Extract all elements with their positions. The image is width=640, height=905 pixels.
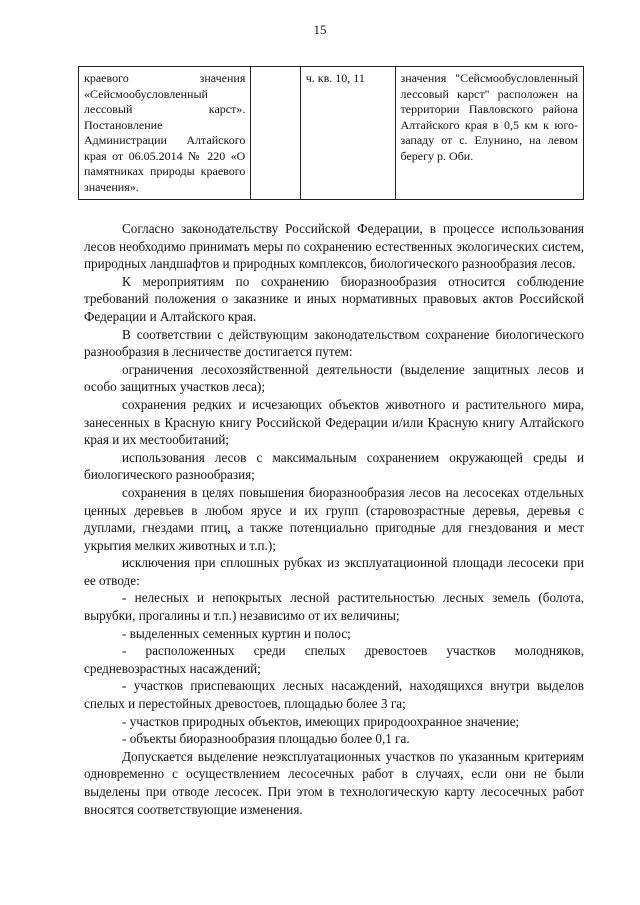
body-text xyxy=(84,220,584,818)
list-item: - объекты биоразнообразия площадью более 0,1 га. xyxy=(122,731,410,747)
paragraph: использования лесов с максимальным сохранением окружающей среды и биологического разнообразия; xyxy=(84,449,584,483)
page-number: 15 xyxy=(313,22,327,37)
list-item: - участков приспевающих лесных насаждений, находящихся внутри выделов спелых и перестойных древостоев, площадью более 3 га; xyxy=(84,678,584,712)
list-item: - выделенных семенных куртин и полос; xyxy=(122,625,351,641)
list-item: - участков природных объектов, имеющих природоохранное значение; xyxy=(122,713,520,729)
table-row xyxy=(79,67,584,200)
paragraph: Согласно законодательству Российской Федерации, в процессе использования лесов необходимо принимать меры по сохранению естественных экологических систем, природных ландшафтов и природных комплексов, биологического разнообразия лесов. xyxy=(84,221,584,272)
paragraph: ограничения лесохозяйственной деятельности (выделение защитных лесов и особо защитных участков леса); xyxy=(84,361,584,395)
paragraph: К мероприятиям по сохранению биоразнообразия относится соблюдение требований положения о заказнике и иных нормативных правовых актов Российской Федерации и Алтайского края. xyxy=(84,273,584,324)
paragraph: В соответствии с действующим законодательством сохранение биологического разнообразия в лесничестве достигается путем: xyxy=(84,326,584,360)
table-cell-empty xyxy=(251,67,300,200)
continued-table xyxy=(78,66,584,200)
paragraph: Допускается выделение неэксплуатационных участков по указанным критериям одновременно с осуществлением лесосечных работ в случаях, если они не были выделены при отводе лесосек. При этом в технологическую карту лесосечных работ вносятся соответствующие изменения. xyxy=(84,748,584,817)
table-cell-description: значения "Сейсмообусловленный лессовый карст" расположен на территории Павловского района Алтайского края в 0,5 км к юго-западу от с. Елунино, на левом берегу р. Оби. xyxy=(395,67,584,200)
paragraph: сохранения в целях повышения биоразнообразия лесов на лесосеках отдельных ценных деревьев в любом ярусе и их групп (старовозрастные деревья, деревья с дуплами, гнездами птиц, а также потенциально пригодные для гнездования и мест укрытия мелких животных и т.п.); xyxy=(84,484,584,553)
paragraph: сохранения редких и исчезающих объектов животного и растительного мира, занесенных в Красную книгу Российской Федерации и/или Красную книгу Алтайского края и их местообитаний; xyxy=(84,396,584,448)
list-item: - нелесных и непокрытых лесной растительностью лесных земель (болота, вырубки, прогалины и т.п.) независимо от их величины; xyxy=(84,590,584,624)
list-item: - расположенных среди спелых древостоев участков молодняков, средневозрастных насаждений; xyxy=(84,643,584,676)
table-cell-quarter: ч. кв. 10, 11 xyxy=(300,67,395,200)
paragraph: исключения при сплошных рубках из эксплуатационной площади лесосеки при ее отводе: xyxy=(84,555,584,588)
table-cell-name: краевого значения «Сейсмообусловленный лессовый карст». Постановление Администрации Алтайского края от 06.05.2014 № 220 «О памятниках природы краевого значения». xyxy=(79,67,251,200)
